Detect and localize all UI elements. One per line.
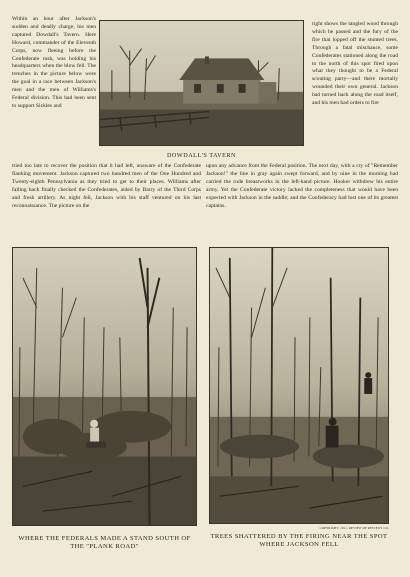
photo-federal-stand-plank-road xyxy=(12,247,197,526)
caption-shattered-trees: TREES SHATTERED BY THE FIRING NEAR THE SPOT WHERE JACKSON FELL xyxy=(210,533,388,548)
body-text-wide-right: upon any advance from the Federal position. The next day, with a cry of "Remember Jackson!" the line in gray again swept forward, and by nine in the morning had carried the rude breastworks in the left-hand picture. Hooker withdrew his entire army. Yet the Confederate victory lacked the completeness that would have been expected with Jackson in the saddle; and the Confederacy had lost one of its greatest captains. xyxy=(206,163,398,209)
caption-dowdalls-tavern: DOWDALL'S TAVERN xyxy=(166,152,237,159)
body-text-left-column: Within an hour after Jackson's sudden and deadly charge, his men captured Dowdall's Tavern. Here Howard, commander of the Eleventh Corps, now fleeing before the Confederate rush, was holding his headquarters when the blow fell. The trenches in the picture below were the goal in a race between Jackson's men and the men of Williams's Federal division. This had been sent to support Sickles and xyxy=(12,16,96,109)
body-text-wide-left: tried too late to recover the position that it had left, unaware of the Confederate flanking movement. Jackson captured two hundred men of the One Hundred and Twenty-eighth Pennsylvania as they tried to get to their places. Williams after falling back finally checked the Confederates, aided by Barry of the Third Corps and fresh artillery. As night fell, Jackson with his staff ventured on his last reconnaissance. The picture on the xyxy=(12,163,201,209)
photo-dowdalls-tavern xyxy=(99,20,304,146)
caption-federal-stand: WHERE THE FEDERALS MADE A STAND SOUTH OF THE "PLANK ROAD" xyxy=(18,535,191,550)
copyright-notice: COPYRIGHT, 1911, REVIEW OF REVIEWS CO. xyxy=(319,526,389,530)
body-text-right-column: right shows the tangled wood through which he passed and the fury of the fire that lopped off the stunted trees. Through a fatal mischance, some Confederates stationed along the road to the north of this spot fired upon what they thought to be a Federal scouting party—and there mortally wounded their own general. Jackson had turned back along the road itself, and his men had orders to fire xyxy=(312,21,398,107)
photo-shattered-trees xyxy=(209,247,389,524)
